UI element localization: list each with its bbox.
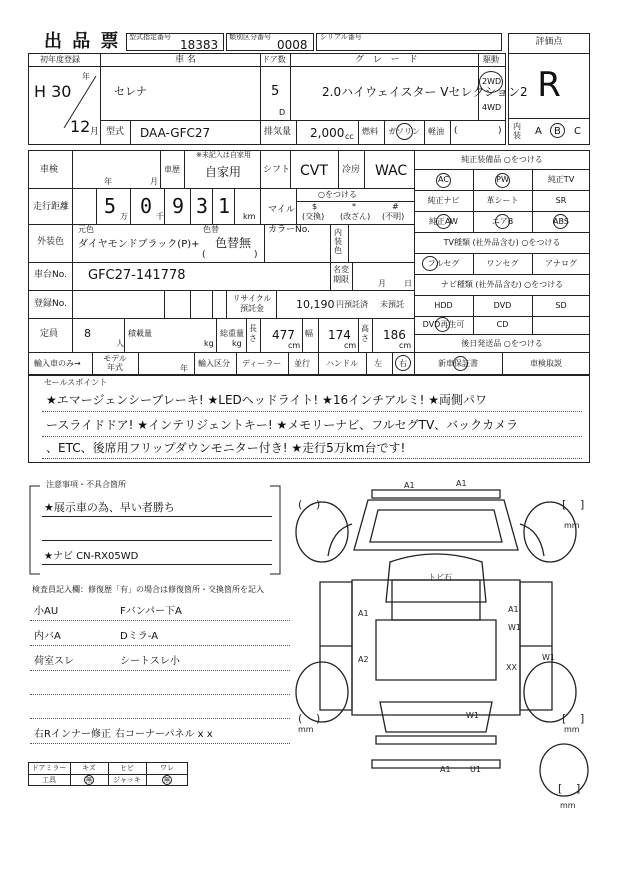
recycle-value: 10,190 bbox=[296, 298, 335, 311]
import-parallel: 並行 bbox=[294, 359, 310, 368]
fuel-paren-close: ) bbox=[498, 126, 502, 136]
grade-label: グ レ ー ド bbox=[355, 55, 421, 65]
equip-abs: ABS bbox=[553, 217, 569, 226]
nav-dvd-play: DVD再生可 bbox=[422, 320, 465, 329]
chassis-value: GFC27-141778 bbox=[88, 268, 186, 283]
displacement-unit: cc bbox=[345, 132, 354, 141]
reg-no-label: 登録No. bbox=[34, 299, 67, 309]
bracket-sp-close: ] bbox=[576, 782, 581, 795]
model-type-value: DAA-GFC27 bbox=[140, 126, 211, 140]
mark-front-bumper-1: A1 bbox=[404, 481, 415, 490]
mark-front-bumper-2: A1 bbox=[456, 479, 467, 488]
later-warranty: 新車保証書 bbox=[438, 359, 478, 368]
note-item-1-a: 小AU bbox=[34, 606, 59, 617]
length-label: 長さ bbox=[249, 324, 257, 343]
unknown-label: (不明) bbox=[382, 212, 405, 221]
first-reg-label: 初年度登録 bbox=[40, 55, 80, 64]
bracket-sp-open: [ bbox=[558, 782, 563, 795]
equip-sr: SR bbox=[555, 196, 567, 205]
name-change-label: 名変期限 bbox=[333, 265, 349, 284]
load-unit: kg bbox=[204, 339, 214, 348]
fuel-paren-open: ( bbox=[454, 126, 458, 136]
history-label: 車歴 bbox=[164, 165, 180, 174]
unknown-sym: # bbox=[392, 202, 399, 211]
sales-line-2: ースライドドア! ★インテリジェントキー! ★メモリーナビ、フルセグTV、バックカメラ bbox=[46, 418, 519, 432]
handle-right-circle bbox=[395, 355, 411, 371]
color-paren-close: ) bbox=[254, 250, 258, 260]
model-year-label: モデル年式 bbox=[103, 354, 127, 372]
note-item-2-b: Dミラ-A bbox=[120, 631, 159, 642]
class-no-value: 0008 bbox=[277, 38, 308, 52]
mileage-digit-3: 9 bbox=[172, 194, 185, 218]
serial-label: シリアル番号 bbox=[320, 33, 362, 41]
tamper-sym: * bbox=[352, 202, 356, 211]
equip-pw-circle bbox=[495, 173, 510, 188]
interior-b-circle bbox=[550, 123, 565, 138]
equip-ac-circle bbox=[436, 173, 451, 188]
later-manual: 車検取説 bbox=[530, 359, 562, 368]
class-no-label: 類別区分番号 bbox=[229, 33, 271, 41]
bracket-rl-open: ( bbox=[298, 712, 303, 725]
history-note: ※未記入は自家用 bbox=[196, 151, 251, 159]
legend-r2-c2: 無 bbox=[85, 776, 93, 784]
car-diagram bbox=[280, 470, 640, 810]
mileage-km: km bbox=[243, 212, 256, 221]
mark-left-door-1: A1 bbox=[358, 609, 369, 618]
car-name: セレナ bbox=[114, 85, 147, 98]
note-item-3-a: 荷室スレ bbox=[34, 656, 74, 667]
name-change-day: 日 bbox=[404, 279, 412, 288]
bracket-rr-close: ] bbox=[580, 712, 585, 725]
handle-right: 右 bbox=[399, 359, 407, 368]
displacement-label: 排気量 bbox=[264, 127, 292, 137]
interior-c: C bbox=[574, 126, 581, 137]
shift-value: CVT bbox=[300, 163, 328, 179]
mileage-digit-4: 3 bbox=[196, 194, 209, 218]
doors-label: ドア数 bbox=[262, 55, 286, 64]
exchange-label: (交換) bbox=[302, 212, 325, 221]
ac-label: 冷房 bbox=[342, 165, 361, 175]
equip-tv: 純正TV bbox=[547, 175, 575, 184]
equip-airbag-circle bbox=[495, 214, 510, 229]
bracket-fr-close: ] bbox=[580, 498, 585, 511]
equip-aw-circle bbox=[436, 214, 451, 229]
name-change-month: 月 bbox=[378, 279, 386, 288]
grade-value: 2.0ハイウェイスター Vセレクション2 bbox=[322, 85, 528, 99]
type-no-value: 18383 bbox=[180, 38, 219, 52]
height-unit: cm bbox=[399, 341, 412, 350]
first-reg-month-unit: 月 bbox=[90, 127, 100, 137]
chassis-label: 車台No. bbox=[34, 270, 67, 280]
bracket-rr-open: [ bbox=[562, 712, 567, 725]
capacity-unit: 人 bbox=[116, 339, 124, 348]
equip-leather: 革シート bbox=[486, 196, 519, 205]
nav-cd: CD bbox=[496, 320, 509, 329]
mark-rear-bumper-2: U1 bbox=[470, 765, 481, 774]
width-value: 174 bbox=[328, 328, 351, 342]
capacity-label: 定員 bbox=[40, 329, 59, 339]
type-no-label: 型式指定番号 bbox=[129, 33, 171, 41]
recycle-not: 未預託 bbox=[380, 300, 404, 309]
interior-label: 内装 bbox=[513, 122, 521, 140]
mm-rr: mm bbox=[564, 725, 580, 734]
score-value: R bbox=[537, 65, 561, 105]
height-label: 高さ bbox=[361, 324, 369, 343]
nav-dvd: DVD bbox=[493, 301, 512, 310]
mark-left-rear: A2 bbox=[358, 655, 369, 664]
mark-right-door-1: A1 bbox=[508, 605, 519, 614]
mileage-digit-5: 1 bbox=[218, 194, 231, 218]
interior-b: B bbox=[554, 126, 561, 137]
fuel-gasoline: ガソリン bbox=[388, 127, 420, 136]
tv-title: TV種類 (社外品含む) ○をつける bbox=[443, 238, 561, 247]
tamper-label: (改ざん) bbox=[340, 212, 371, 221]
legend-r2-c1: 工具 bbox=[42, 776, 56, 784]
mm-fr: mm bbox=[564, 521, 580, 530]
notes-label: 注意事項・不具合箇所 bbox=[46, 480, 126, 489]
bracket-rl-close: ) bbox=[316, 712, 321, 725]
legend-r1-c3: ヒビ bbox=[120, 764, 134, 772]
mark-rear-panel: W1 bbox=[466, 711, 479, 720]
interior-color-label: 内装色 bbox=[334, 228, 342, 255]
weight-label: 総重量 bbox=[220, 329, 244, 338]
form-title: 出 品 票 bbox=[44, 31, 121, 52]
recycle-unit: 円預託済 bbox=[336, 300, 368, 309]
length-unit: cm bbox=[288, 341, 301, 350]
mark-right-door-2: W1 bbox=[508, 623, 521, 632]
length-value: 477 bbox=[272, 328, 295, 342]
legend-r2-c4: 無 bbox=[163, 776, 171, 784]
notes-line-1: ★展示車の為、早い者勝ち bbox=[44, 501, 175, 514]
history-value: 自家用 bbox=[205, 165, 242, 179]
legend-tool-circle bbox=[84, 775, 94, 785]
inspection-year: 年 bbox=[104, 177, 112, 186]
doors-value: 5 bbox=[271, 84, 280, 99]
recycle-label: リサイクル預託金 bbox=[232, 294, 272, 313]
load-label: 積載量 bbox=[128, 329, 152, 338]
legend-r1-c1: ドアミラー bbox=[31, 764, 67, 772]
note-item-6-b: 右コーナーパネル x x bbox=[115, 729, 213, 740]
notes-line-2: ★ナビ CN-RX05WD bbox=[44, 551, 139, 562]
sales-line-3: 、ETC、後席用フリップダウンモニター付き! ★走行5万km台です! bbox=[46, 441, 406, 455]
nav-dvd-play-circle bbox=[435, 317, 450, 332]
tv-fullseg-circle bbox=[422, 256, 438, 271]
inspector-label: 検査員記入欄：修復歴「有」の場合は修復箇所・交換箇所を記入 bbox=[32, 585, 264, 594]
handle-left: 左 bbox=[374, 359, 382, 368]
exchange-sym: $ bbox=[312, 202, 318, 211]
equip-aw: 純正AW bbox=[429, 217, 458, 226]
mileage-digit-1: 5 bbox=[104, 194, 117, 218]
weight-unit: kg bbox=[232, 339, 242, 348]
notes-bracket bbox=[28, 484, 282, 576]
color-paren-open: ( bbox=[202, 250, 206, 260]
mark-rear-bumper-1: A1 bbox=[440, 765, 451, 774]
inspection-month: 月 bbox=[150, 177, 158, 186]
sales-label: セールスポイント bbox=[44, 378, 108, 387]
legend-r1-c4: ワレ bbox=[160, 764, 174, 772]
original-color: ダイヤモンドブラック(P)+ bbox=[78, 239, 200, 250]
equipment-title: 純正装備品 ○をつける bbox=[461, 155, 543, 164]
sales-line-1: ★エマージェンシーブレーキ! ★LEDヘッドライト! ★16インチアルミ! ★両側パワ bbox=[46, 393, 487, 407]
color-no-label: カラーNo. bbox=[268, 225, 310, 235]
drive-2wd: 2WD bbox=[482, 77, 502, 86]
equip-pw: PW bbox=[496, 175, 509, 184]
note-item-2-a: 内バA bbox=[34, 631, 61, 642]
later-warranty-circle bbox=[453, 356, 468, 371]
ac-value: WAC bbox=[375, 163, 408, 179]
width-label: 幅 bbox=[305, 329, 313, 338]
mileage-circle-note: ○をつける bbox=[318, 190, 357, 199]
mileage-sen: 千 bbox=[156, 212, 164, 221]
color-change-value: 色替無 bbox=[215, 236, 252, 250]
import-dealer: ディーラー bbox=[242, 359, 282, 368]
nav-sd: SD bbox=[555, 301, 567, 310]
import-label: 輸入車のみ→ bbox=[34, 359, 81, 368]
equip-airbag: エアB bbox=[491, 217, 514, 226]
note-item-3-b: シートスレ小 bbox=[120, 656, 180, 667]
nav-hdd: HDD bbox=[434, 301, 453, 310]
model-year-unit: 年 bbox=[180, 364, 188, 373]
first-reg-year-unit: 年 bbox=[82, 72, 90, 81]
drive-label: 駆動 bbox=[483, 55, 499, 64]
door-type: D bbox=[279, 108, 286, 117]
mileage-label: 走行距離 bbox=[33, 202, 70, 212]
mile-label: マイル bbox=[268, 205, 295, 215]
import-class-label: 輸入区分 bbox=[198, 359, 230, 368]
mark-right-quarter: W1 bbox=[542, 653, 555, 662]
bracket-fl-open: ( bbox=[298, 498, 303, 511]
width-unit: cm bbox=[344, 341, 357, 350]
model-type-label: 型式 bbox=[106, 127, 125, 137]
mm-spare: mm bbox=[560, 801, 576, 810]
shift-label: シフト bbox=[263, 165, 291, 175]
mileage-digit-2: 0 bbox=[140, 194, 153, 218]
first-reg-era: H 30 bbox=[34, 82, 72, 101]
first-reg-month: 12 bbox=[70, 117, 91, 136]
legend-r2-c3: ジャッキ bbox=[113, 776, 141, 784]
displacement-value: 2,000 bbox=[310, 126, 345, 140]
fuel-label: 燃料 bbox=[362, 127, 378, 136]
tv-oneseg: ワンセグ bbox=[486, 259, 519, 268]
tv-analog: アナログ bbox=[545, 259, 577, 268]
legend-r1-c2: キズ bbox=[82, 764, 96, 772]
nav-title: ナビ種類 (社外品含む) ○をつける bbox=[440, 280, 564, 289]
capacity-value: 8 bbox=[84, 327, 91, 340]
later-title: 後日発送品 ○をつける bbox=[461, 339, 543, 348]
handle-label: ハンドル bbox=[326, 359, 358, 368]
mark-windshield: トビ石 bbox=[428, 573, 452, 582]
fuel-diesel: 軽油 bbox=[428, 127, 444, 136]
note-item-6-a: 右Rインナー修正 bbox=[34, 729, 111, 740]
equip-abs-circle bbox=[553, 214, 568, 229]
car-name-label: 車 名 bbox=[175, 55, 196, 65]
legend-jack-circle bbox=[162, 775, 172, 785]
score-label: 評価点 bbox=[535, 37, 563, 47]
drive-2wd-circle bbox=[479, 71, 503, 93]
drive-4wd: 4WD bbox=[482, 103, 502, 112]
color-label: 外装色 bbox=[37, 237, 65, 247]
note-item-1-b: Fバンパー下A bbox=[120, 606, 182, 617]
fuel-gasoline-circle bbox=[396, 123, 413, 140]
inspection-label: 車検 bbox=[40, 165, 59, 175]
mileage-man: 万 bbox=[120, 212, 128, 221]
mm-rl: mm bbox=[298, 725, 314, 734]
tv-fullseg: フルセグ bbox=[427, 259, 460, 268]
bracket-fr-open: [ bbox=[562, 498, 567, 511]
mark-right-rear: XX bbox=[506, 663, 517, 672]
original-color-label: 元色 bbox=[78, 225, 94, 234]
color-change-label: 色替 bbox=[203, 225, 219, 234]
bracket-fl-close: ) bbox=[316, 498, 321, 511]
equip-nav: 純正ナビ bbox=[427, 196, 460, 205]
interior-a: A bbox=[535, 126, 542, 137]
height-value: 186 bbox=[383, 328, 406, 342]
equip-ac: AC bbox=[438, 175, 449, 184]
